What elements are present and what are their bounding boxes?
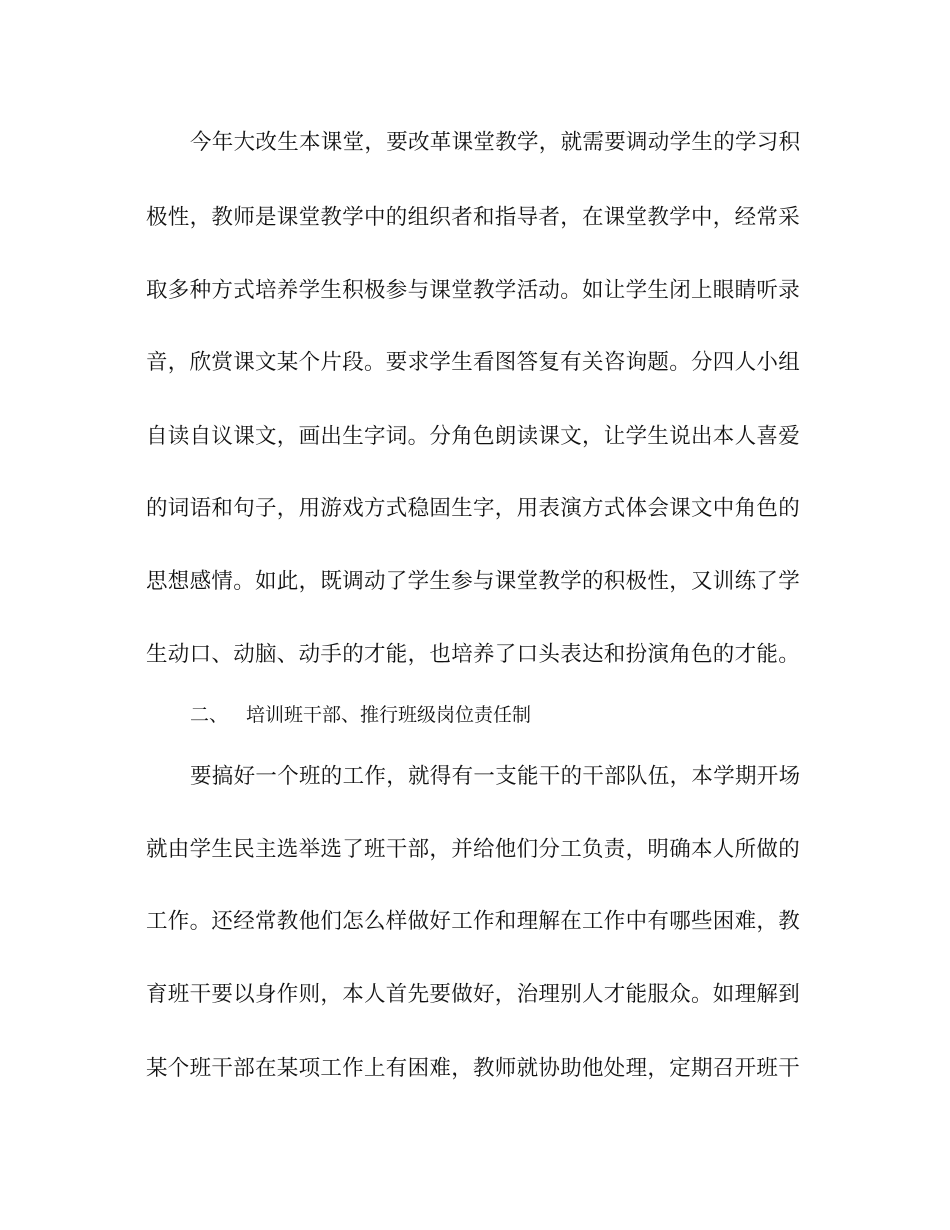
section-number: 二、 [190,704,229,726]
paragraph-1-line-7: 思想感情。如此，既调动了学生参与课堂教学的积极性，又训练了学 [146,569,801,594]
section-heading [190,700,531,730]
paragraph-2-line-2: 就由学生民主选举选了班干部，并给他们分工负责，明确本人所做的 [146,837,801,862]
paragraph-1-line-2: 极性，教师是课堂教学中的组织者和指导者，在课堂教学中，经常采 [146,205,801,230]
paragraph-2-line-5: 某个班干部在某项工作上有困难，教师就协助他处理，定期召开班干 [146,1056,801,1081]
paragraph-1-line-1: 今年大改生本课堂，要改革课堂教学，就需要调动学生的学习积 [190,130,801,155]
paragraph-2-line-1: 要搞好一个班的工作，就得有一支能干的干部队伍，本学期开场 [190,764,801,789]
paragraph-1-line-8: 生动口、动脑、动手的才能，也培养了口头表达和扮演角色的才能。 [146,642,801,667]
paragraph-1-line-3: 取多种方式培养学生积极参与课堂教学活动。如让学生闭上眼睛听录 [146,278,801,303]
paragraph-2-line-4: 育班干要以身作则，本人首先要做好，治理别人才能服众。如理解到 [146,982,801,1007]
paragraph-1-line-6: 的词语和句子，用游戏方式稳固生字，用表演方式体会课文中角色的 [146,496,801,521]
paragraph-2-line-3: 工作。还经常教他们怎么样做好工作和理解在工作中有哪些困难，教 [146,909,801,934]
paragraph-1-line-5: 自读自议课文，画出生字词。分角色朗读课文，让学生说出本人喜爱 [146,424,801,449]
section-title: 培训班干部、推行班级岗位责任制 [246,704,532,726]
paragraph-1-line-4: 音，欣赏课文某个片段。要求学生看图答复有关咨询题。分四人小组 [146,350,801,375]
